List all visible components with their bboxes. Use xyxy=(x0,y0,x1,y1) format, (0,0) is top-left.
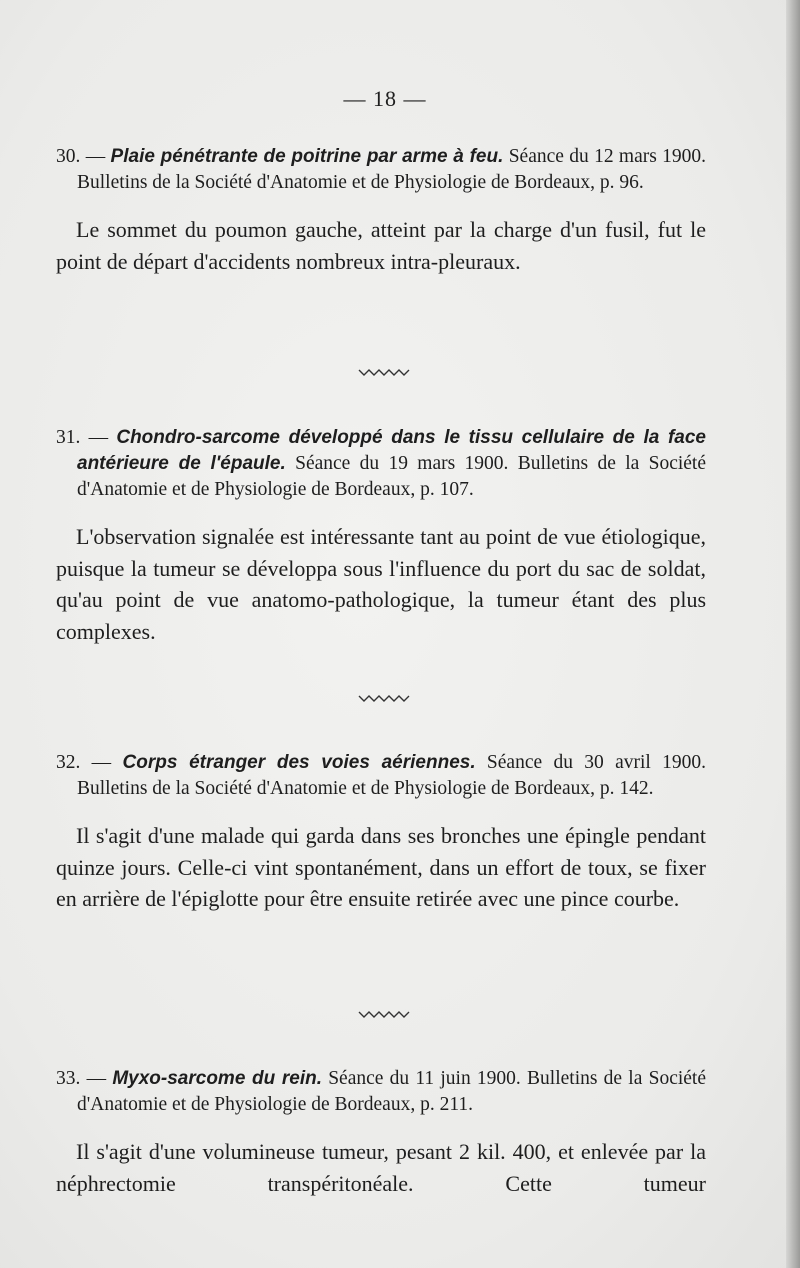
entry-citation: Séance du 12 mars 1900. Bulletins de la Société d'Anatomie et de Physiologie de Bordeaux, p. 96. xyxy=(77,146,707,193)
separator-ornament xyxy=(0,364,770,382)
entry-reference xyxy=(56,1066,706,1118)
entry-title: Myxo-sarcome du rein. xyxy=(112,1068,322,1089)
entry-title: Plaie pénétrante de poitrine par arme à feu. xyxy=(110,146,504,167)
entry-number: 33. xyxy=(56,1068,81,1089)
entry-reference xyxy=(56,750,706,802)
entry-summary: Le sommet du poumon gauche, atteint par la charge d'un fusil, fut le point de départ d'accidents nombreux intra-pleuraux. xyxy=(56,217,706,274)
entry-number: 31. xyxy=(56,427,81,448)
entry-reference xyxy=(56,425,706,503)
separator-ornament xyxy=(0,1006,770,1024)
entry-31 xyxy=(56,425,706,647)
entry-33 xyxy=(56,1066,706,1199)
entry-number: 32. xyxy=(56,752,81,773)
entry-32 xyxy=(56,750,706,915)
entry-dash: — xyxy=(80,1068,113,1089)
wave-ornament-icon xyxy=(357,693,413,703)
wave-ornament-icon xyxy=(357,367,413,377)
entry-citation: Séance du 30 avril 1900. Bulletins de la Société d'Anatomie et de Physiologie de Bordeaux, p. 142. xyxy=(77,752,706,799)
entry-30 xyxy=(56,144,706,277)
entry-citation: Séance du 19 mars 1900. Bulletins de la Société d'Anatomie et de Physiologie de Bordeaux, p. 107. xyxy=(77,453,706,500)
entry-title: Corps étranger des voies aériennes. xyxy=(122,752,476,773)
page-number: — 18 — xyxy=(343,86,427,111)
page-edge-shadow xyxy=(786,0,800,1268)
entry-summary: L'observation signalée est intéressante tant au point de vue étiologique, puisque la tumeur se développa sous l'influence du port du sac de soldat, qu'au point de vue anatomo-pathologique, la tumeur étant des plus complexes. xyxy=(56,524,706,644)
entry-title: Chondro-sarcome développé dans le tissu cellulaire de la face antérieure de l'épaule. xyxy=(77,427,706,474)
entry-dash: — xyxy=(80,752,123,773)
wave-ornament-icon xyxy=(357,1009,413,1019)
entry-reference xyxy=(56,144,706,196)
entry-summary: Il s'agit d'une malade qui garda dans ses bronches une épingle pendant quinze jours. Celle-ci vint spontanément, dans un effort de toux, se fixer en arrière de l'épiglotte pour être ensuite retirée avec une pince courbe. xyxy=(56,823,706,911)
entry-dash: — xyxy=(80,146,111,167)
entry-summary: Il s'agit d'une volumineuse tumeur, pesant 2 kil. 400, et enlevée par la néphrectomie transpéritonéale. Cette tumeur xyxy=(56,1139,706,1196)
entry-number: 30. xyxy=(56,146,81,167)
entry-citation: Séance du 11 juin 1900. Bulletins de la Société d'Anatomie et de Physiologie de Bordeaux, p. 211. xyxy=(77,1068,707,1115)
separator-ornament xyxy=(0,690,770,708)
entry-dash: — xyxy=(80,427,117,448)
